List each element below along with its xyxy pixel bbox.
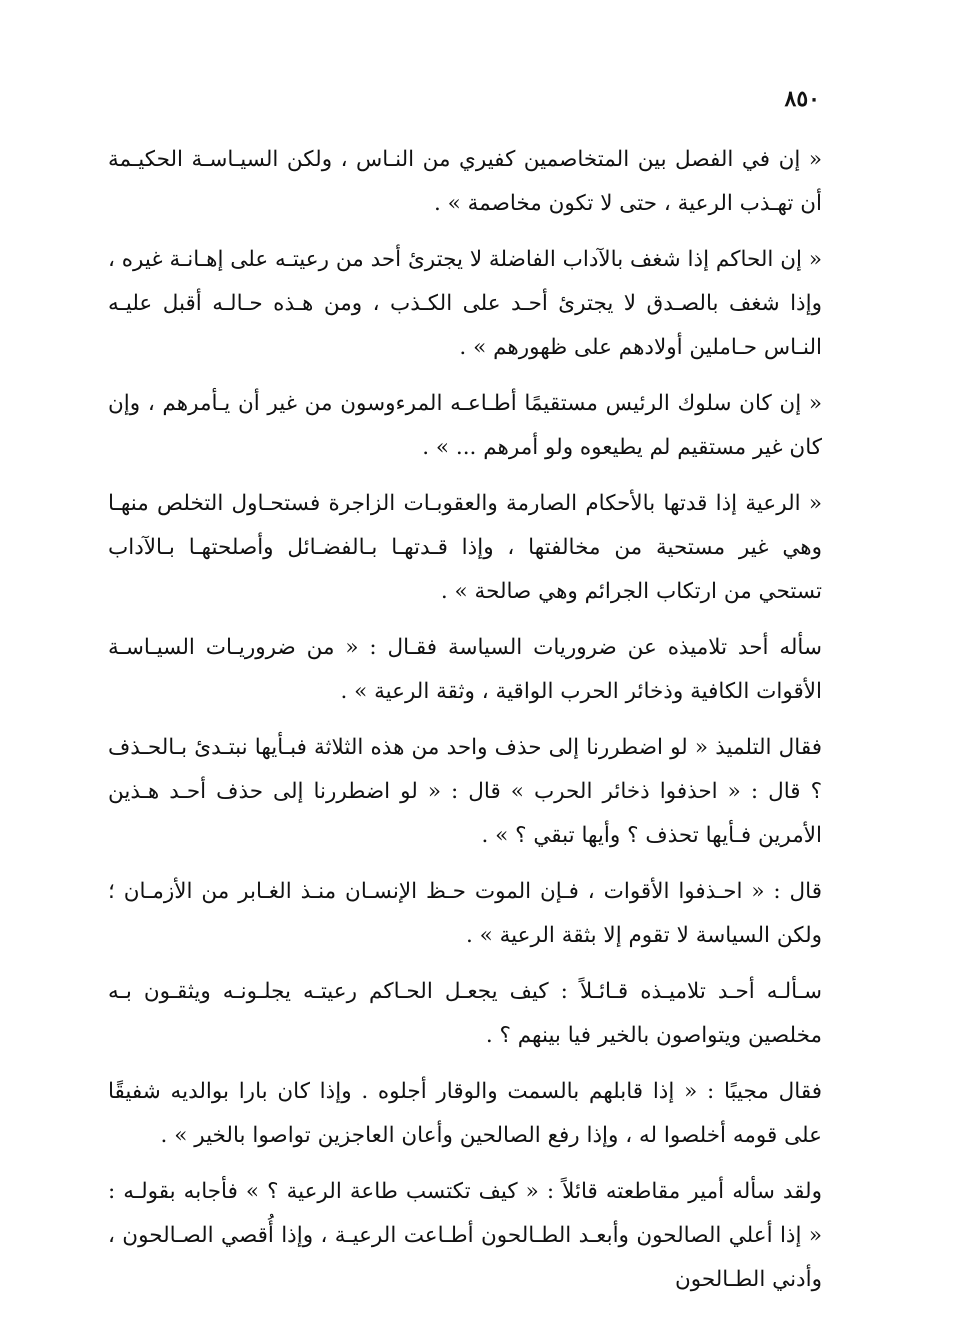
paragraph-1: « إن في الفصل بين المتخاصمين كفيري من النـاس ، ولكن السيـاسـة الحكيـمة أن تهـذب الرعية ، حتى لا تكون مخاصمة » . xyxy=(108,147,822,216)
paragraph-5: سأله أحد تلاميذه عن ضروريات السياسة فقـال : « من ضروريـات السيـاسـة الأقوات الكافية وذخائر الحرب الواقية ، وثقة الرعية » . xyxy=(108,635,822,704)
paragraph-7: قال : « احـذفوا الأقوات ، فـإن الموت حـظ الإنسـان منـذ الغـابر من الأزمـان ؛ ولكن السياسة لا تقوم إلا بثقة الرعية » . xyxy=(108,879,822,948)
paragraph-8: سـألـه أحـد تلاميـذه قـائـلاً : كيف يجعـل الحـاكم رعيتـه يجلـونـه ويثقـون بـه مخلصين ويتواصون بالخير فيا بينهم ؟ . xyxy=(108,979,822,1048)
page-number: ٨٥٠ xyxy=(784,86,820,112)
page-body xyxy=(108,138,822,1314)
paragraph-9: فقال مجيبًا : « إذا قابلهم بالسمت والوقار أجلوه . وإذا كان بارا بوالديه شفيقًا على قومه أخلصوا له ، وإذا رفع الصالحين وأعان العاجزين تواصوا بالخير » . xyxy=(108,1079,822,1148)
paragraph-2: « إن الحاكم إذا شغف بالآداب الفاضلة لا يجترئ أحد من رعيتـه على إهـانـة غيره ، وإذا شغف بالصـدق لا يجترئ أحـد على الكـذب ، ومن هـذه حـالـه أقبل عليـه النـاس حـاملين أولادهم على ظهورهم » . xyxy=(108,247,822,360)
paragraph-6: فقال التلميذ « لو اضطررنا إلى حذف واحد من هذه الثلاثة فبـأيها نبتـدئ بـالحـذف ؟ قال : « احذفوا ذخائر الحرب » قال : « لو اضطررنا إلى حذف أحـد هـذين الأمرين فـأيها تحذف ؟ وأيها تبقي ؟ » . xyxy=(108,735,822,848)
paragraph-3: « إن كان سلوك الرئيس مستقيمًا أطـاعـه المرءوسون من غير أن يـأمرهم ، وإن كان غير مستقيم لم يطيعوه ولو أمرهم ... » . xyxy=(108,391,822,460)
paragraph-4: « الرعية إذا قدتها بالأحكام الصارمة والعقوبـات الزاجرة فستحـاول التخلص منهـا وهي غير مستحية من مخالفتها ، وإذا قـدتهـا بـالفضـائل وأصلحتهـا بـالآداب تستحي من ارتكاب الجرائم وهي صالحة » . xyxy=(108,491,822,604)
paragraph-10: ولقد سأله أمير مقاطعته قائلاً : « كيف تكتسب طاعة الرعية ؟ » فأجابه بقولـه : « إذا أعلي الصالحون وأبعـد الطـالحون أطـاعت الرعيـة ، وإذا أُقصي الصـالحون ، وأدني الطـالحون xyxy=(108,1179,822,1292)
